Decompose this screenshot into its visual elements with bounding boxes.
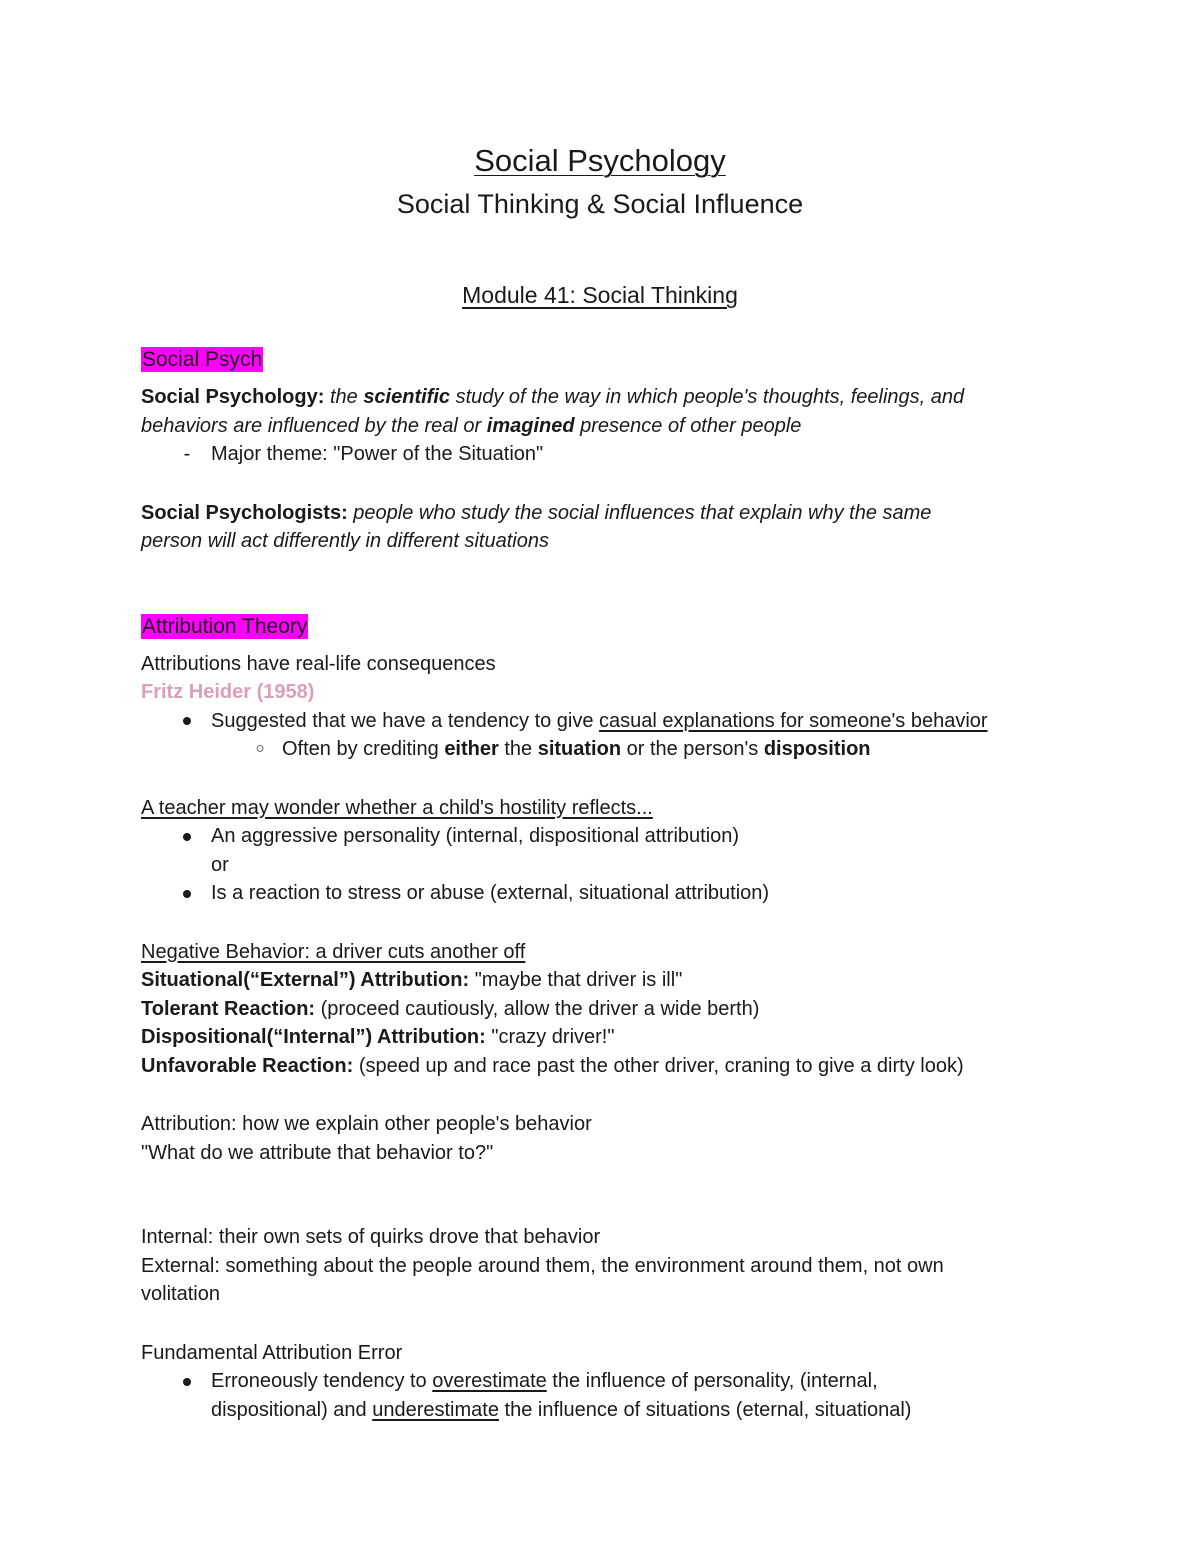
or-text: or: [211, 853, 229, 876]
tolerant-reaction: Tolerant Reaction: (proceed cautiously, allow the driver a wide berth): [141, 997, 760, 1020]
definition-social-psychologists-cont: person will act differently in different situations: [141, 530, 549, 552]
external-definition: External: something about the people around them, the environment around them, not own: [141, 1254, 944, 1277]
internal-definition: Internal: their own sets of quirks drove that behavior: [141, 1226, 601, 1248]
hollow-bullet-icon: ○: [255, 740, 265, 757]
dash-item-major-theme: - Major theme: "Power of the Situation": [141, 440, 1061, 469]
definition-social-psychologists: Social Psychologists: people who study the social influences that explain why the same: [141, 501, 932, 524]
attributions-consequences: Attributions have real-life consequences: [141, 652, 496, 675]
document-subtitle: Social Thinking & Social Influence: [396, 189, 804, 219]
situational-attribution: Situational(“External”) Attribution: "maybe that driver is ill": [141, 969, 683, 991]
list-item: Erroneously tendency to overestimate the influence of personality, (internal,: [141, 1367, 1061, 1396]
unfavorable-reaction: Unfavorable Reaction: (speed up and race past the other driver, craning to give a dirty look): [141, 1054, 964, 1077]
list-item-cont: dispositional) and underestimate the influence of situations (eternal, situational): [211, 1398, 912, 1421]
bullet-icon: [175, 822, 199, 851]
bullet-icon: [175, 1367, 199, 1396]
dispositional-attribution: Dispositional(“Internal”) Attribution: "crazy driver!": [141, 1026, 615, 1048]
external-definition-cont: volitation: [141, 1283, 220, 1305]
section-heading-social-psych: Social Psych: [142, 348, 263, 371]
list-item: An aggressive personality (internal, dispositional attribution): [141, 822, 1061, 851]
person-fritz-heider: Fritz Heider (1958): [141, 681, 315, 703]
attribution-question: "What do we attribute that behavior to?": [141, 1141, 494, 1164]
fae-heading: Fundamental Attribution Error: [141, 1341, 403, 1364]
bullet-icon: [175, 707, 199, 736]
document-title: Social Psychology: [474, 143, 726, 178]
list-item: Suggested that we have a tendency to give casual explanations for someone's behavior: [141, 707, 1061, 736]
teacher-question: A teacher may wonder whether a child's hostility reflects...: [141, 796, 653, 819]
list-item: Is a reaction to stress or abuse (external, situational attribution): [141, 879, 1061, 908]
attribution-definition: Attribution: how we explain other people's behavior: [141, 1113, 592, 1135]
document-body: [141, 345, 1061, 1424]
sub-list-item: ○ Often by crediting either the situation or the person's disposition: [141, 735, 1061, 764]
module-heading: Module 41: Social Thinking: [462, 282, 738, 308]
bullet-icon: [175, 879, 199, 908]
dash-marker: -: [183, 443, 191, 465]
definition-social-psychology: Social Psychology: the scientific study of the way in which people's thoughts, feelings, and: [141, 386, 965, 408]
section-heading-attribution-theory: Attribution Theory: [142, 614, 308, 638]
definition-social-psychology-cont: behaviors are influenced by the real or imagined presence of other people: [141, 414, 802, 437]
negative-behavior-heading: Negative Behavior: a driver cuts another off: [141, 940, 526, 963]
